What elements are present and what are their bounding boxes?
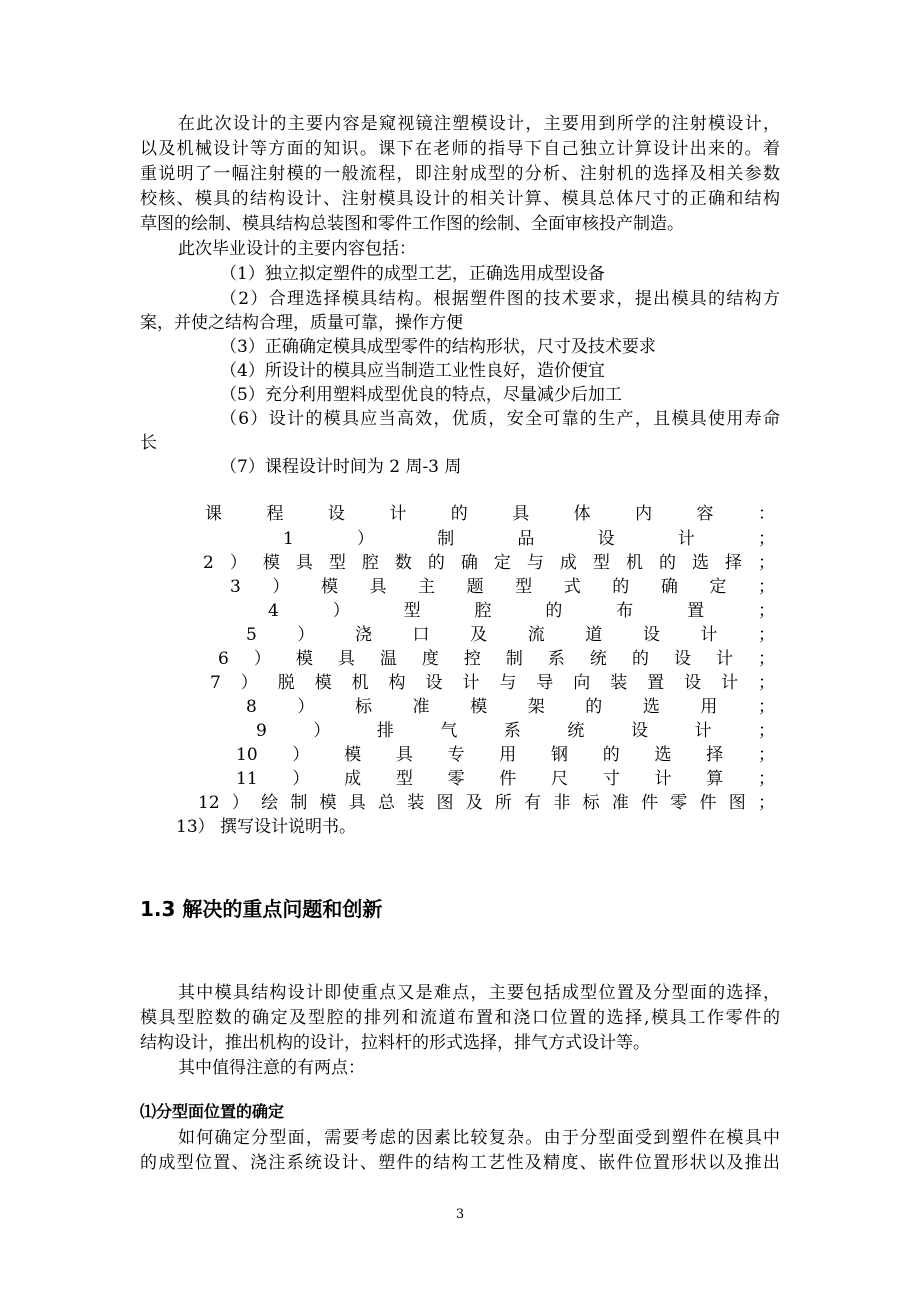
sub-heading: ⑴分型面位置的确定	[140, 1102, 285, 1121]
course-item: 6）模具温度控制系统的设计；	[218, 649, 775, 669]
section-para-line: 其中模具结构设计即使重点又是难点，主要包括成型位置及分型面的选择，	[178, 983, 780, 1003]
requirement-item: （2）合理选择模具结构。根据塑件图的技术要求，提出模具的结构方	[220, 289, 780, 309]
requirement-item: （7）课程设计时间为 2 周-3 周	[220, 457, 462, 477]
requirement-item: （4）所设计的模具应当制造工业性良好，造价便宜	[220, 361, 605, 381]
section-heading: 1.3 解决的重点问题和创新	[140, 897, 383, 921]
intro-line: 在此次设计的主要内容是窥视镜注塑模设计，主要用到所学的注射模设计，	[178, 114, 780, 134]
sub-para-line: 的成型位置、浇注系统设计、塑件的结构工艺性及精度、嵌件位置形状以及推出	[140, 1153, 780, 1173]
requirement-item: 长	[140, 433, 157, 453]
requirement-item: （6）设计的模具应当高效，优质，安全可靠的生产，且模具使用寿命	[220, 409, 780, 429]
requirement-item: （5）充分利用塑料成型优良的特点，尽量减少后加工	[220, 385, 622, 405]
course-item: 10）模具专用钢的选择；	[236, 745, 775, 765]
course-item: 8）标准模架的选用；	[246, 697, 775, 717]
requirement-item: （3）正确确定模具成型零件的结构形状，尺寸及技术要求	[220, 337, 656, 357]
page-number: 3	[455, 1207, 465, 1222]
section-para-line: 模具型腔数的确定及型腔的排列和流道布置和浇口位置的选择,模具工作零件的	[140, 1008, 780, 1028]
course-item: 11）成型零件尺寸计算；	[236, 769, 775, 789]
intro-line: 重说明了一幅注射模的一般流程，即注射成型的分析、注射机的选择及相关参数	[140, 164, 780, 184]
course-item: 12）绘制模具总装图及所有非标准件零件图；	[198, 793, 775, 813]
course-item: 2）模具型腔数的确定与成型机的选择；	[203, 553, 775, 573]
course-item: 7）脱模机构设计与导向装置设计；	[210, 673, 775, 693]
section-note: 其中值得注意的有两点：	[178, 1058, 365, 1078]
course-item: 3）模具主题型式的确定；	[230, 577, 775, 597]
intro-line: 以及机械设计等方面的知识。课下在老师的指导下自己独立计算设计出来的。着	[140, 139, 780, 159]
requirement-item: （1）独立拟定塑件的成型工艺，正确选用成型设备	[220, 264, 605, 284]
requirement-item: 案，并使之结构合理，质量可靠，操作方便	[140, 313, 463, 333]
course-item: 9）排气系统设计；	[256, 721, 775, 741]
contents-intro: 此次毕业设计的主要内容包括：	[178, 239, 416, 259]
course-title: 课程设计的具体内容：	[205, 504, 775, 524]
sub-para-line: 如何确定分型面，需要考虑的因素比较复杂。由于分型面受到塑件在模具中	[178, 1128, 780, 1148]
course-item: 5）浇口及流道设计；	[246, 625, 775, 645]
course-item: 1）制品设计；	[283, 529, 775, 549]
section-para-line: 结构设计，推出机构的设计，拉料杆的形式选择，排气方式设计等。	[140, 1033, 650, 1053]
course-item: 4）型腔的布置；	[268, 601, 775, 621]
intro-line: 草图的绘制、模具结构总装图和零件工作图的绘制、全面审核投产制造。	[140, 214, 684, 234]
intro-line: 校核、模具的结构设计、注射模具设计的相关计算、模具总体尺寸的正确和结构	[140, 189, 780, 209]
course-item: 13） 撰写设计说明书。	[176, 817, 357, 837]
